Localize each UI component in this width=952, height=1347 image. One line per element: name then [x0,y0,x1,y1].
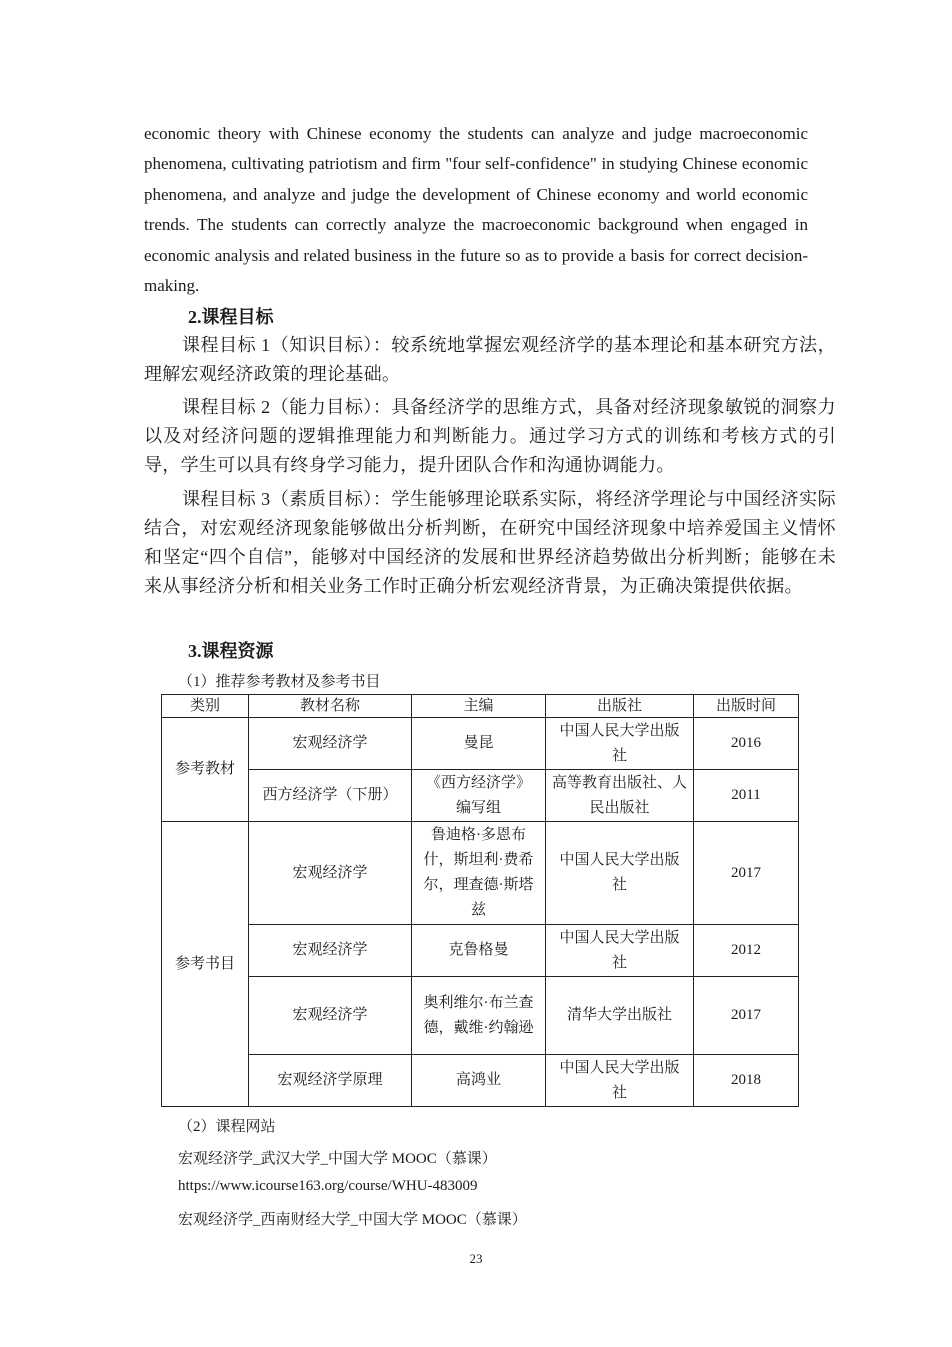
cell-publisher: 中国人民大学出版社 [546,718,694,770]
cell-editor: 曼昆 [412,718,546,770]
table-header-row [162,695,799,718]
website-1-link[interactable]: https://www.icourse163.org/course/WHU-483009 [178,1178,478,1194]
cell-editor: 克鲁格曼 [412,925,546,977]
table-row [162,1055,799,1107]
section-3-heading: 3.课程资源 [188,641,274,661]
goal-1-paragraph: 课程目标 1（知识目标）：较系统地掌握宏观经济学的基本理论和基本研究方法，理解宏观经济政策的理论基础。 [144,335,836,384]
header-publisher: 出版社 [546,695,694,718]
reference-table [161,694,799,1107]
table-row [162,822,799,925]
cell-publisher: 中国人民大学出版社 [546,925,694,977]
cell-name: 西方经济学（下册） [249,770,412,822]
cell-name: 宏观经济学原理 [249,1055,412,1107]
cell-year: 2017 [694,822,799,925]
header-textbook-name: 教材名称 [249,695,412,718]
goal-3-paragraph: 课程目标 3（素质目标）：学生能够理论联系实际，将经济学理论与中国经济实际结合，对宏观经济现象能够做出分析判断，在研究中国经济现象中培养爱国主义情怀和坚定“四个自信”，能够对中国经济的发展和世界经济趋势做出分析判断；能够在未来从事经济分析和相关业务工作时正确分析宏观经济背景，为正确决策提供依据。 [144,489,836,596]
cell-name: 宏观经济学 [249,977,412,1055]
table-row [162,925,799,977]
goal-2-paragraph: 课程目标 2（能力目标）：具备经济学的思维方式，具备对经济现象敏锐的洞察力以及对经济问题的逻辑推理能力和判断能力。通过学习方式的训练和考核方式的引导，学生可以具有终身学习能力，提升团队合作和沟通协调能力。 [144,397,836,475]
website-2-title: 宏观经济学_西南财经大学_中国大学 MOOC（慕课） [178,1212,527,1228]
table-row [162,977,799,1055]
cell-editor: 奥利维尔·布兰查德，戴维·约翰逊 [412,977,546,1055]
cell-year: 2011 [694,770,799,822]
cell-publisher: 中国人民大学出版社 [546,822,694,925]
table-row [162,770,799,822]
cell-year: 2012 [694,925,799,977]
section-2-heading: 2.课程目标 [188,307,274,327]
cell-editor: 《西方经济学》编写组 [412,770,546,822]
header-publish-year: 出版时间 [694,695,799,718]
header-editor: 主编 [412,695,546,718]
cell-publisher: 中国人民大学出版社 [546,1055,694,1107]
cell-publisher: 清华大学出版社 [546,977,694,1055]
cell-year: 2017 [694,977,799,1055]
table-row [162,718,799,770]
group-textbooks: 参考教材 [162,718,249,822]
website-1-title: 宏观经济学_武汉大学_中国大学 MOOC（慕课） [178,1151,497,1167]
cell-publisher: 高等教育出版社、人民出版社 [546,770,694,822]
cell-year: 2016 [694,718,799,770]
cell-editor: 鲁迪格·多恩布什，斯坦利·费希尔，理查德·斯塔兹 [412,822,546,925]
group-reference-books: 参考书目 [162,822,249,1107]
cell-name: 宏观经济学 [249,925,412,977]
page-number: 23 [469,1251,483,1266]
cell-name: 宏观经济学 [249,718,412,770]
cell-year: 2018 [694,1055,799,1107]
header-category: 类别 [162,695,249,718]
table-caption: （1）推荐参考教材及参考书目 [178,674,381,690]
website-caption: （2）课程网站 [178,1119,276,1135]
cell-editor: 高鸿业 [412,1055,546,1107]
intro-paragraph: economic theory with Chinese economy the students can analyze and judge macroeconomic phenomena, cultivating patriotism and firm "four self-confidence" in studying Chinese economic phenomena, and analyze and judge the development of Chinese economy and world economic trends. The students can correctly analyze the macroeconomic background when engaged in economic analysis and related business in the future so as to provide a basis for correct decision-making. [144,124,808,296]
cell-name: 宏观经济学 [249,822,412,925]
